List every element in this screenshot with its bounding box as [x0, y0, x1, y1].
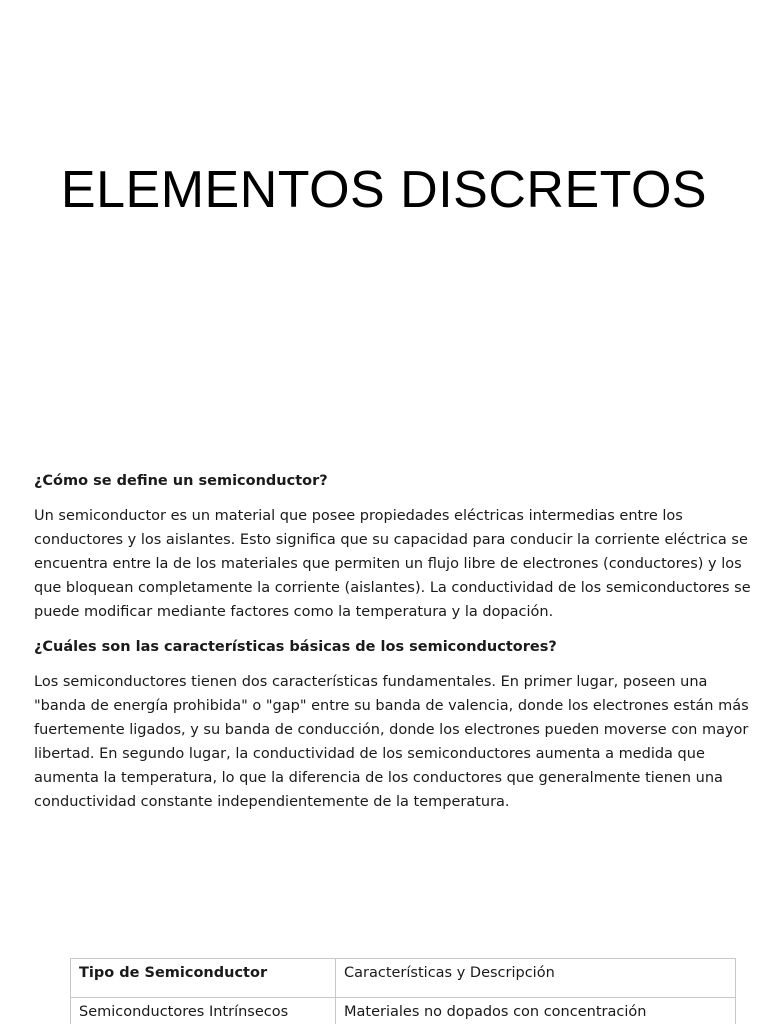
table — [70, 958, 736, 1024]
semiconductor-types-table — [70, 958, 736, 1024]
section-heading-characteristics: ¿Cuáles son las características básicas de los semiconductores? — [34, 639, 557, 655]
document-body — [34, 470, 758, 826]
table-header-row — [71, 959, 736, 998]
table-header-type: Tipo de Semiconductor — [71, 959, 336, 998]
section-heading-definition: ¿Cómo se define un semiconductor? — [34, 473, 328, 489]
section-paragraph-definition: Un semiconductor es un material que posee propiedades eléctricas intermedias entre los conductores y los aislantes. Esto significa que su capacidad para conducir la corriente eléctrica se encuentra entre la de los materiales que permiten un flujo libre de electrones (conductores) y los que bloquean completamente la corriente (aislantes). La conductividad de los semiconductores se puede modificar mediante factores como la temperatura y la dopación. — [34, 508, 751, 620]
table-row — [71, 998, 736, 1024]
page-title: ELEMENTOS DISCRETOS — [60, 161, 708, 219]
table-cell-description: Materiales no dopados con concentración — [336, 998, 736, 1024]
section-paragraph-characteristics: Los semiconductores tienen dos características fundamentales. En primer lugar, poseen una "banda de energía prohibida" o "gap" entre su banda de valencia, donde los electrones están más fuertemente ligados, y su banda de conducción, donde los electrones pueden moverse con mayor libertad. En segundo lugar, la conductividad de los semiconductores aumenta a medida que aumenta la temperatura, lo que la diferencia de los conductores que generalmente tienen una conductividad constante independientemente de la temperatura. — [34, 674, 749, 810]
table-cell-type: Semiconductores Intrínsecos — [71, 998, 336, 1024]
table-header-description: Características y Descripción — [336, 959, 736, 998]
